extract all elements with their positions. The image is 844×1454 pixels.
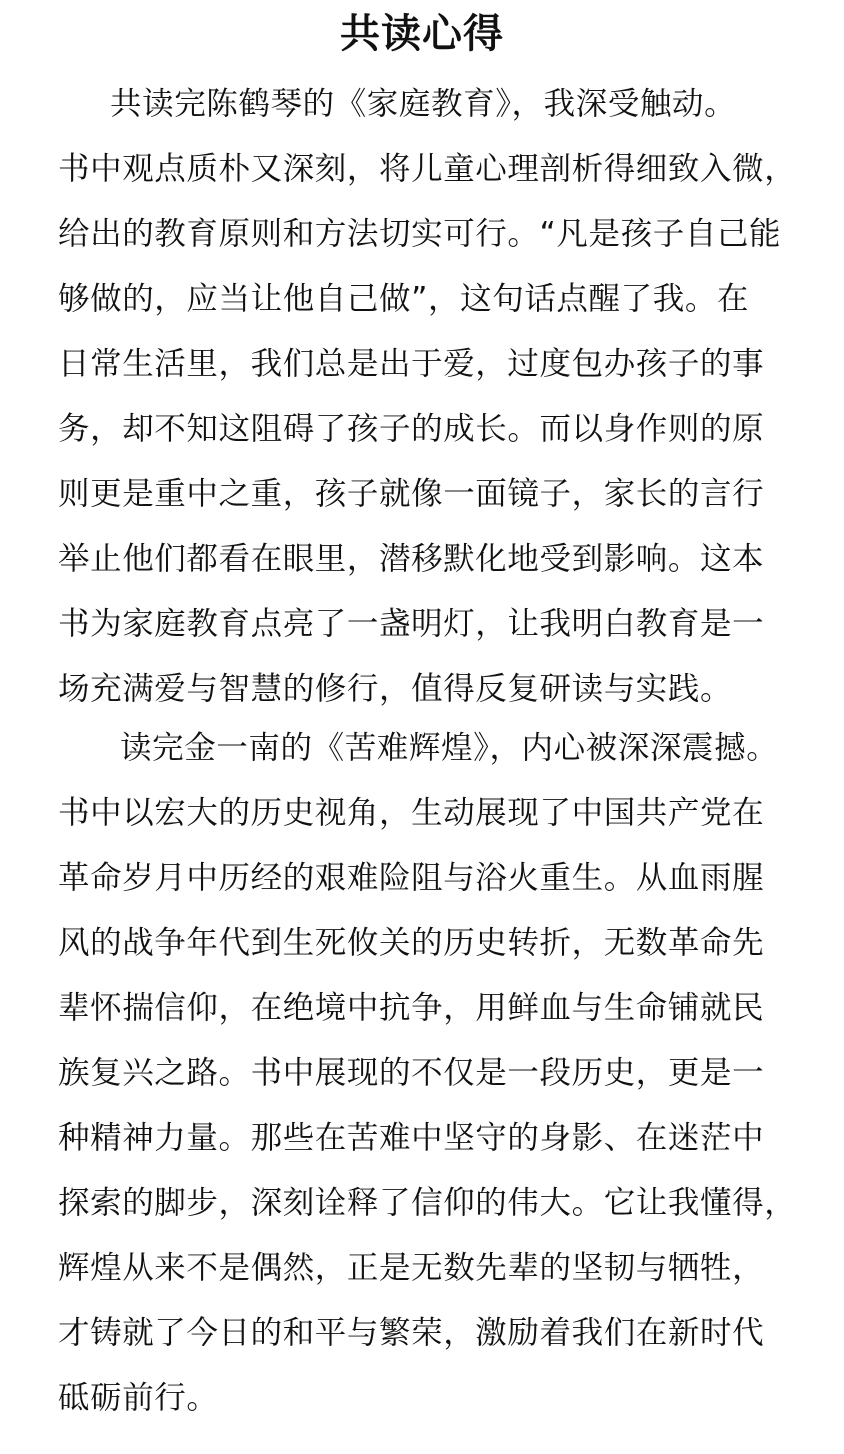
- text-line: 读完金一南的《苦难辉煌》，内心被深深震撼。: [120, 730, 779, 766]
- text-line: 书为家庭教育点亮了一盏明灯，让我明白教育是一: [58, 606, 765, 642]
- text-line: 场充满爱与智慧的修行，值得反复研读与实践。: [58, 671, 733, 707]
- text-line: 探索的脚步，深刻诠释了信仰的伟大。它让我懂得，: [58, 1185, 797, 1221]
- document-title: 共读心得: [340, 11, 504, 57]
- text-line: 举止他们都看在眼里，潜移默化地受到影响。这本: [58, 541, 765, 577]
- text-line: 砥砺前行。: [58, 1380, 219, 1416]
- text-line: 才铸就了今日的和平与繁荣，激励着我们在新时代: [58, 1315, 765, 1351]
- text-line: 辈怀揣信仰，在绝境中抗争，用鲜血与生命铺就民: [58, 990, 765, 1026]
- text-line: 风的战争年代到生死攸关的历史转折，无数革命先: [58, 925, 765, 961]
- text-line: 书中观点质朴又深刻，将儿童心理剖析得细致入微，: [58, 151, 797, 187]
- text-line: 书中以宏大的历史视角，生动展现了中国共产党在: [58, 795, 765, 831]
- text-line: 革命岁月中历经的艰难险阻与浴火重生。从血雨腥: [58, 860, 765, 896]
- text-line: 给出的教育原则和方法切实可行。“凡是孩子自己能: [58, 216, 782, 252]
- text-line: 辉煌从来不是偶然，正是无数先辈的坚韧与牺牲，: [58, 1250, 765, 1286]
- text-line: 日常生活里，我们总是出于爱，过度包办孩子的事: [58, 346, 765, 382]
- text-line: 种精神力量。那些在苦难中坚守的身影、在迷茫中: [58, 1120, 765, 1156]
- text-line: 共读完陈鹤琴的《家庭教育》，我深受触动。: [110, 86, 737, 122]
- text-line: 务，却不知这阻碍了孩子的成长。而以身作则的原: [58, 411, 765, 447]
- text-line: 族复兴之路。书中展现的不仅是一段历史，更是一: [58, 1055, 765, 1091]
- text-line: 则更是重中之重，孩子就像一面镜子，家长的言行: [58, 476, 765, 512]
- text-line: 够做的，应当让他自己做”，这句话点醒了我。在: [58, 281, 750, 317]
